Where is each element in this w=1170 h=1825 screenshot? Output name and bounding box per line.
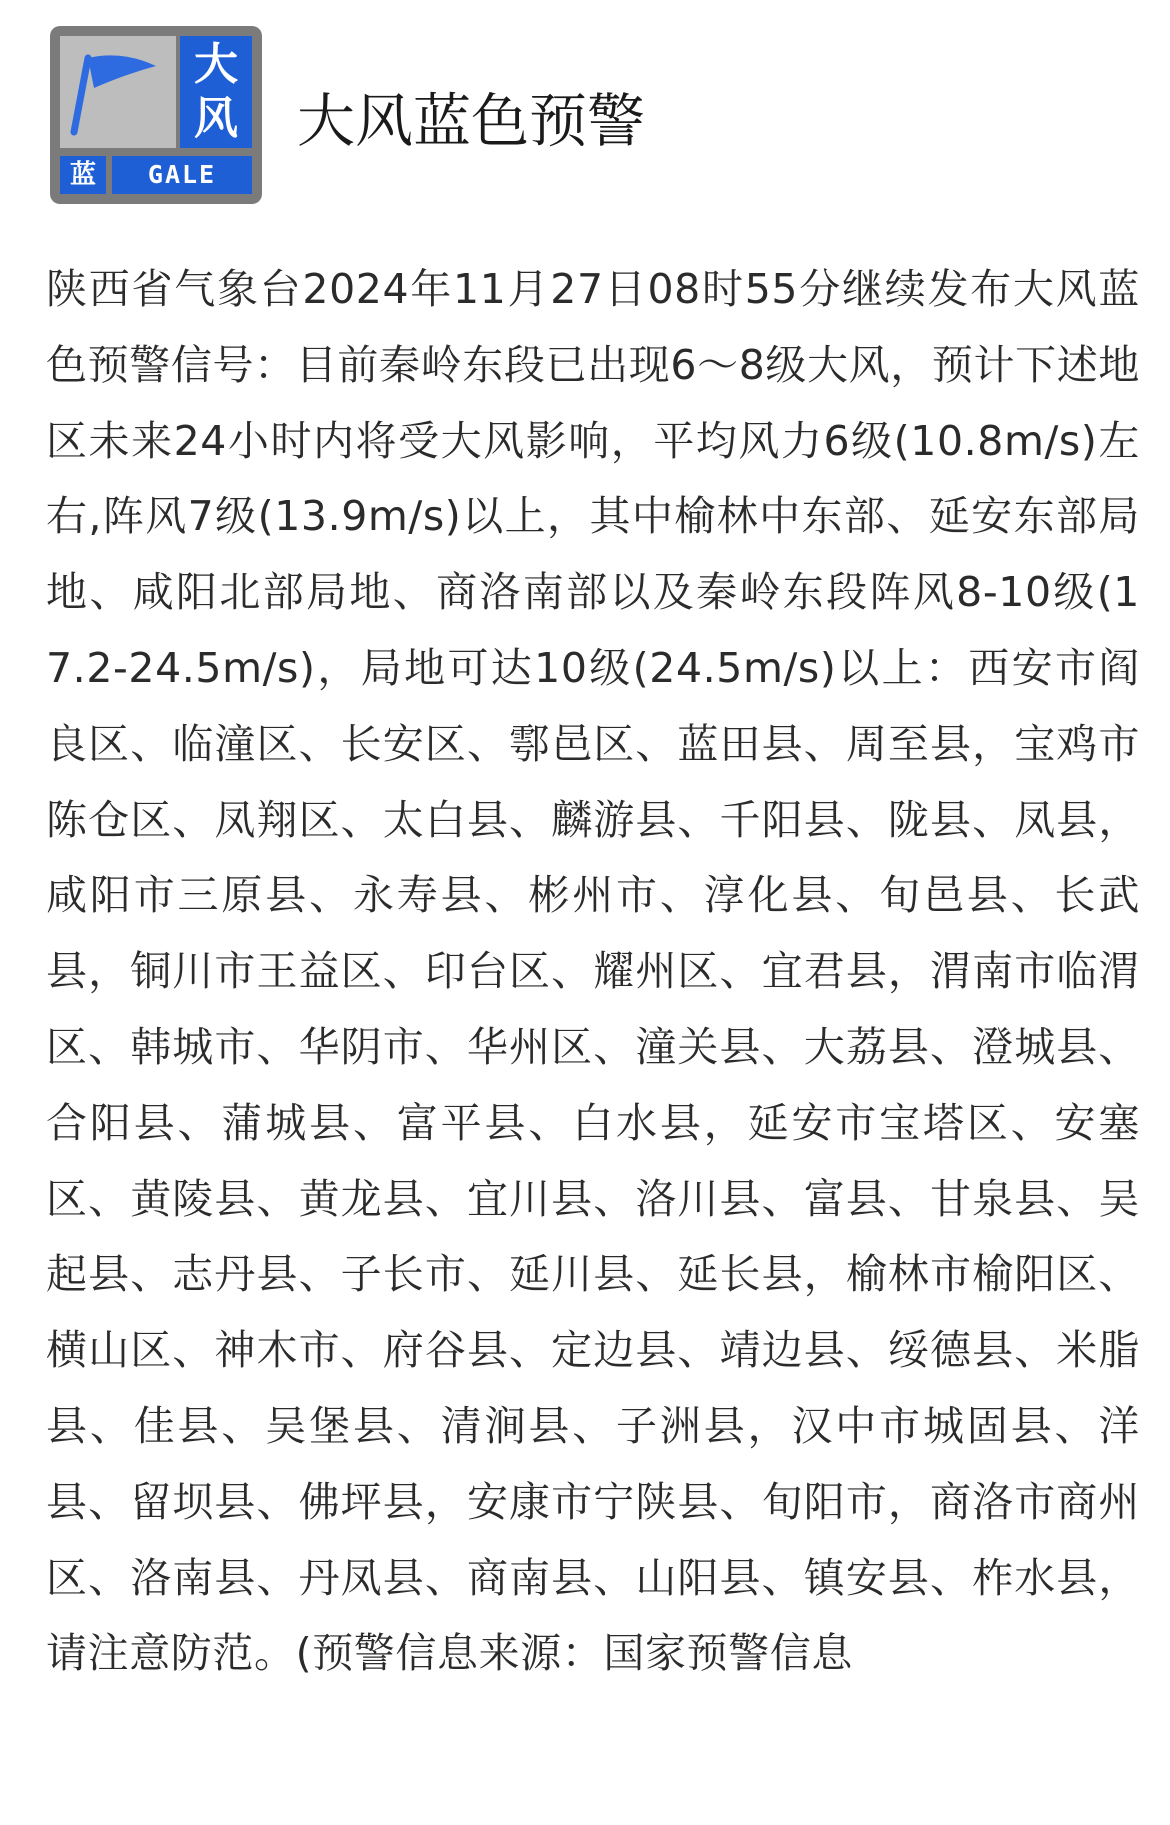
badge-level-label: 蓝: [60, 156, 106, 194]
wind-flag-icon: [60, 36, 176, 148]
page-title: 大风蓝色预警: [297, 87, 646, 155]
badge-flag-panel: [60, 36, 176, 148]
badge-char-top: 大: [194, 39, 238, 90]
badge-english-label: GALE: [112, 156, 252, 194]
badge-char-panel: [180, 36, 252, 148]
warning-header: [50, 26, 1130, 206]
warning-body-text: 陕西省气象台2024年11月27日08时55分继续发布大风蓝色预警信号：目前秦岭东段已出现6～8级大风，预计下述地区未来24小时内将受大风影响，平均风力6级(10.8m/s)左右,阵风7级(13.9m/s)以上，其中榆林中东部、延安东部局地、咸阳北部局地、商洛南部以及秦岭东段阵风8-10级(17.2-24.5m/s)，局地可达10级(24.5m/s)以上：西安市阎良区、临潼区、长安区、鄠邑区、蓝田县、周至县，宝鸡市陈仓区、凤翔区、太白县、麟游县、千阳县、陇县、凤县，咸阳市三原县、永寿县、彬州市、淳化县、旬邑县、长武县，铜川市王益区、印台区、耀州区、宜君县，渭南市临渭区、韩城市、华阴市、华州区、潼关县、大荔县、澄城县、合阳县、蒲城县、富平县、白水县，延安市宝塔区、安塞区、黄陵县、黄龙县、宜川县、洛川县、富县、甘泉县、吴起县、志丹县、子长市、延川县、延长县，榆林市榆阳区、横山区、神木市、府谷县、定边县、靖边县、绥德县、米脂县、佳县、吴堡县、清涧县、子洲县，汉中市城固县、洋县、留坝县、佛坪县，安康市宁陕县、旬阳市，商洛市商州区、洛南县、丹凤县、商南县、山阳县、镇安县、柞水县，请注意防范。(预警信息来源：国家预警信息: [46, 265, 1140, 1678]
badge-char-bottom: 风: [194, 93, 238, 144]
gale-blue-warning-badge: [50, 26, 262, 204]
